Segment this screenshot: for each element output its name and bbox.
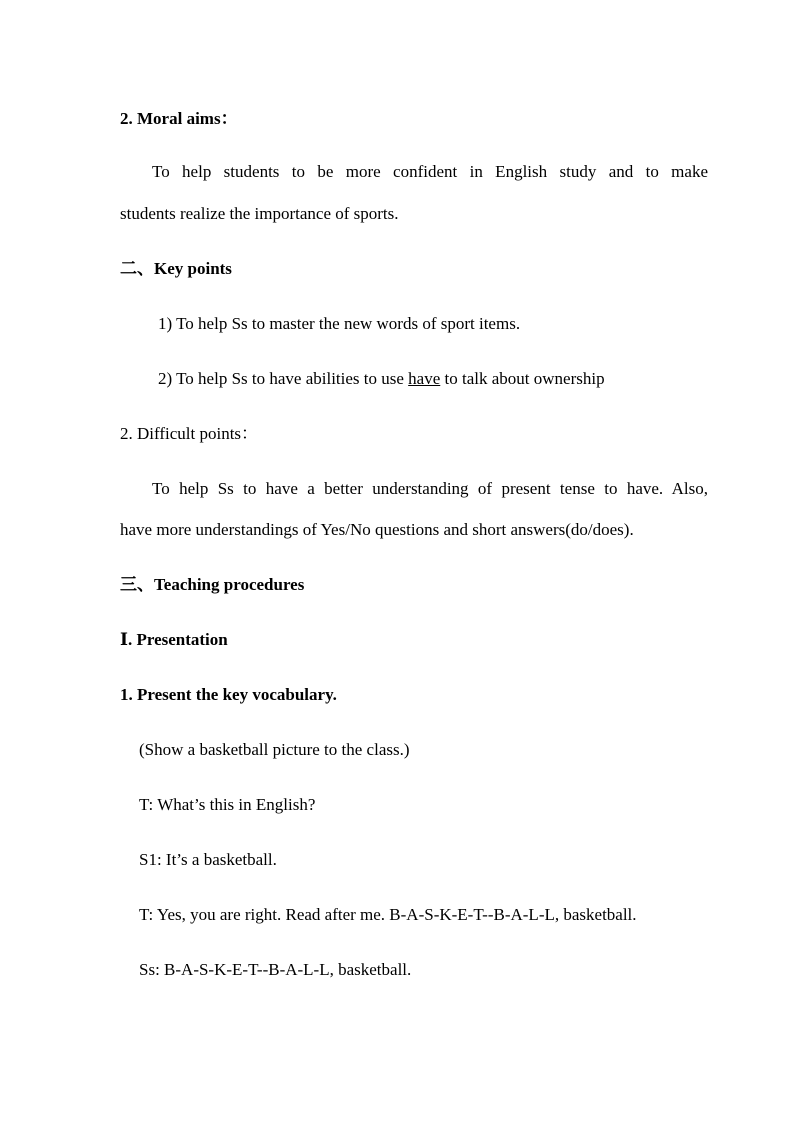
difficult-points-line-1: To help Ss to have a better understanding of present tense to have. Also,: [152, 479, 708, 498]
key-point-item-2-after: to talk about ownership: [440, 369, 605, 388]
key-point-item-1: 1) To help Ss to master the new words of sport items.: [158, 314, 521, 333]
key-point-item-2-underlined: have: [408, 369, 441, 388]
difficult-points-line-2: have more understandings of Yes/No questions and short answers(do/does).: [120, 520, 634, 539]
teaching-procedures-heading: 三、Teaching procedures: [120, 575, 305, 594]
presentation-heading: Ⅰ. Presentation: [120, 630, 228, 649]
key-point-item-2-before: 2) To help Ss to have abilities to use: [158, 369, 409, 388]
moral-aims-line-1: To help students to be more confident in English study and to make: [152, 162, 708, 181]
key-point-item-2: [158, 369, 605, 389]
difficult-points-heading: 2. Difficult points：: [120, 424, 259, 443]
dialogue-line: T: What’s this in English?: [139, 795, 316, 814]
moral-aims-line-2: students realize the importance of sports.: [120, 204, 399, 223]
dialogue-line: Ss: B-A-S-K-E-T--B-A-L-L, basketball.: [139, 960, 412, 979]
key-points-heading: 二、Key points: [120, 259, 232, 278]
dialogue-line: S1: It’s a basketball.: [139, 850, 277, 869]
dialogue-line: (Show a basketball picture to the class.): [139, 740, 410, 759]
dialogue-line: T: Yes, you are right. Read after me. B-A-S-K-E-T--B-A-L-L, basketball.: [139, 905, 637, 924]
step-1-heading: 1. Present the key vocabulary.: [120, 685, 337, 704]
moral-aims-heading: 2. Moral aims：: [120, 109, 238, 128]
